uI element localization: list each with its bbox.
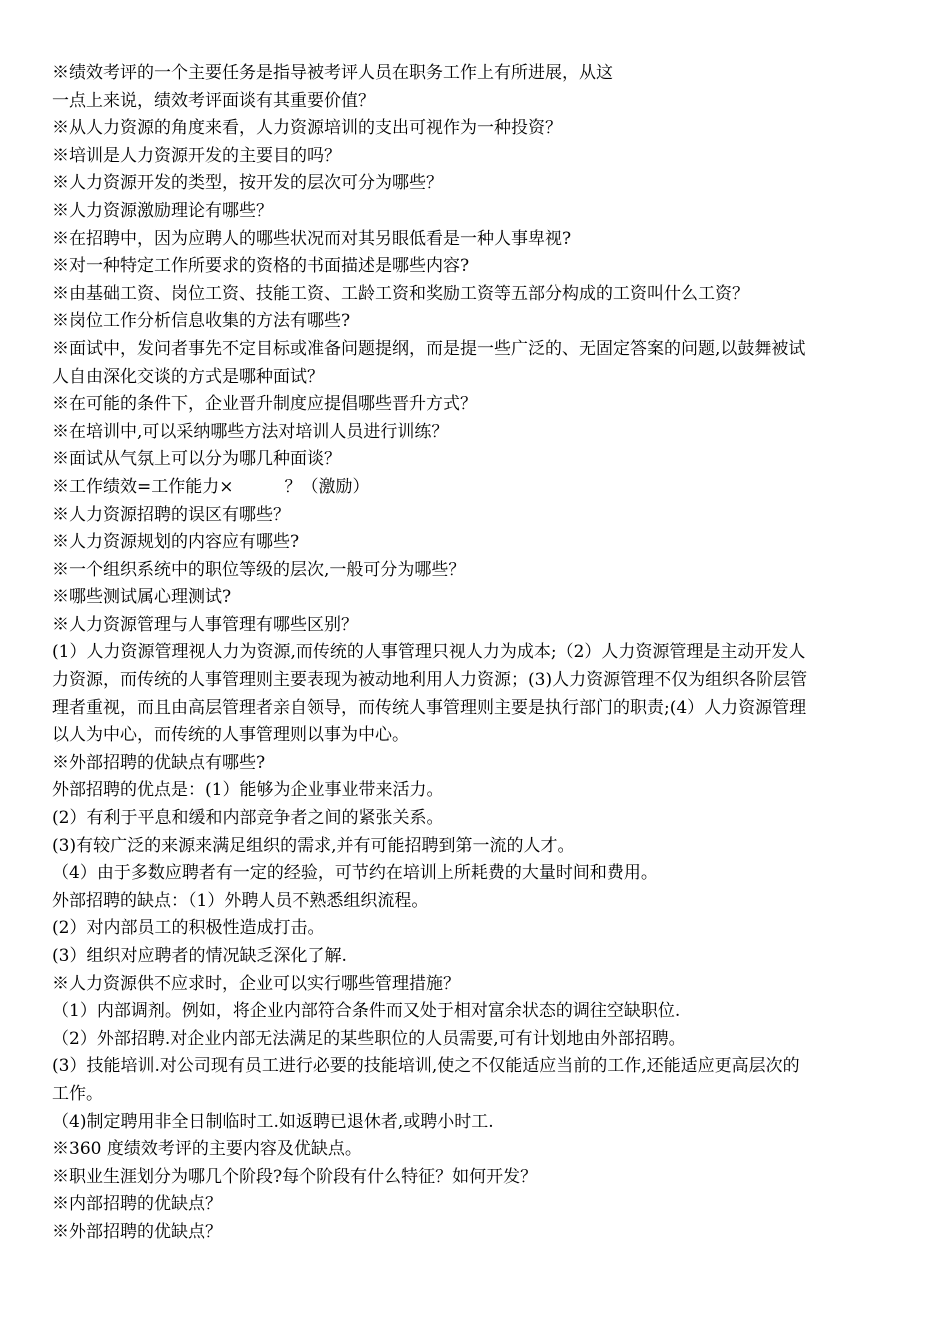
text-line: ※培训是人力资源开发的主要目的吗？ xyxy=(52,145,341,166)
text-line: ※外部招聘的优缺点有哪些? xyxy=(52,752,266,773)
text-line: ※面试中，发问者事先不定目标或准备问题提纲，而是提一些广泛的、无固定答案的问题,以鼓舞被试 xyxy=(52,338,806,359)
text-line: （4)制定聘用非全日制临时工.如返聘已退休者,或聘小时工. xyxy=(52,1111,494,1132)
text-line: ※人力资源激励理论有哪些？ xyxy=(52,200,273,221)
text-line: ※职业生涯划分为哪几个阶段?每个阶段有什么特征？如何开发？ xyxy=(52,1166,538,1187)
text-line: ※外部招聘的优缺点？ xyxy=(52,1221,222,1242)
text-line: ※人力资源供不应求时，企业可以实行哪些管理措施？ xyxy=(52,973,460,994)
text-line: ※在招聘中，因为应聘人的哪些状况而对其另眼低看是一种人事卑视? xyxy=(52,228,572,249)
text-line: （1）内部调剂。例如，将企业内部符合条件而又处于相对富余状态的调往空缺职位. xyxy=(52,1001,681,1022)
text-line: ※面试从气氛上可以分为哪几种面谈？ xyxy=(52,449,341,470)
text-line: 一点上来说，绩效考评面谈有其重要价值？ xyxy=(52,90,375,111)
text-line: ※360 度绩效考评的主要内容及优缺点。 xyxy=(52,1139,362,1160)
text-line: (1）人力资源管理视人力为资源,而传统的人事管理只视人力为成本;（2）人力资源管理是主动开发人 xyxy=(52,642,806,663)
text-line: 外部招聘的缺点：（1）外聘人员不熟悉组织流程。 xyxy=(52,890,429,911)
text-line: ※人力资源开发的类型，按开发的层次可分为哪些？ xyxy=(52,173,443,194)
text-line: ※在可能的条件下，企业晋升制度应提倡哪些晋升方式？ xyxy=(52,394,477,415)
text-line: 理者重视，而且由高层管理者亲自领导，而传统人事管理则主要是执行部门的职责;(4）人力资源管理 xyxy=(52,697,807,718)
text-line: ※在培训中,可以采纳哪些方法对培训人员进行训练？ xyxy=(52,421,449,442)
text-line: ※内部招聘的优缺点？ xyxy=(52,1194,222,1215)
text-line: (3）技能培训.对公司现有员工进行必要的技能培训,使之不仅能适应当前的工作,还能适应更高层次的 xyxy=(52,1056,800,1077)
text-line: ※从人力资源的角度来看，人力资源培训的支出可视作为一种投资？ xyxy=(52,118,562,139)
text-line: ※对一种特定工作所要求的资格的书面描述是哪些内容? xyxy=(52,256,470,277)
text-line: 力资源，而传统的人事管理则主要表现为被动地利用人力资源；(3)人力资源管理不仅为组织各阶层管 xyxy=(52,670,808,691)
text-line: ※哪些测试属心理测试? xyxy=(52,587,232,608)
text-line: 人自由深化交谈的方式是哪种面试？ xyxy=(52,366,324,387)
document-page xyxy=(52,60,904,1247)
text-line: ※岗位工作分析信息收集的方法有哪些? xyxy=(52,311,351,332)
text-line: 外部招聘的优点是：(1）能够为企业事业带来活力。 xyxy=(52,780,444,801)
text-line: ※绩效考评的一个主要任务是指导被考评人员在职务工作上有所进展，从这 xyxy=(52,63,613,83)
text-line: (3）组织对应聘者的情况缺乏深化了解. xyxy=(52,946,347,966)
text-line: （4）由于多数应聘者有一定的经验，可节约在培训上所耗费的大量时间和费用。 xyxy=(52,863,658,884)
text-line: ※人力资源管理与人事管理有哪些区别？ xyxy=(52,614,358,635)
text-line: 工作。 xyxy=(52,1083,103,1104)
text-line: ※由基础工资、岗位工资、技能工资、工龄工资和奖励工资等五部分构成的工资叫什么工资？ xyxy=(52,283,749,304)
text-line: 以人为中心，而传统的人事管理则以事为中心。 xyxy=(52,725,409,746)
text-line: ※一个组织系统中的职位等级的层次,一般可分为哪些？ xyxy=(52,559,466,580)
text-line: （2）外部招聘.对企业内部无法满足的某些职位的人员需要,可有计划地由外部招聘。 xyxy=(52,1028,686,1049)
text-line: ※人力资源招聘的误区有哪些？ xyxy=(52,504,290,525)
text-line: ※人力资源规划的内容应有哪些? xyxy=(52,532,300,553)
text-line: (2）对内部员工的积极性造成打击。 xyxy=(52,918,325,939)
text-line: (2）有利于平息和缓和内部竞争者之间的紧张关系。 xyxy=(52,808,444,829)
text-line: ※工作绩效=工作能力× ？（激励） xyxy=(52,476,370,497)
text-line: (3)有较广泛的来源来满足组织的需求,并有可能招聘到第一流的人才。 xyxy=(52,835,575,856)
